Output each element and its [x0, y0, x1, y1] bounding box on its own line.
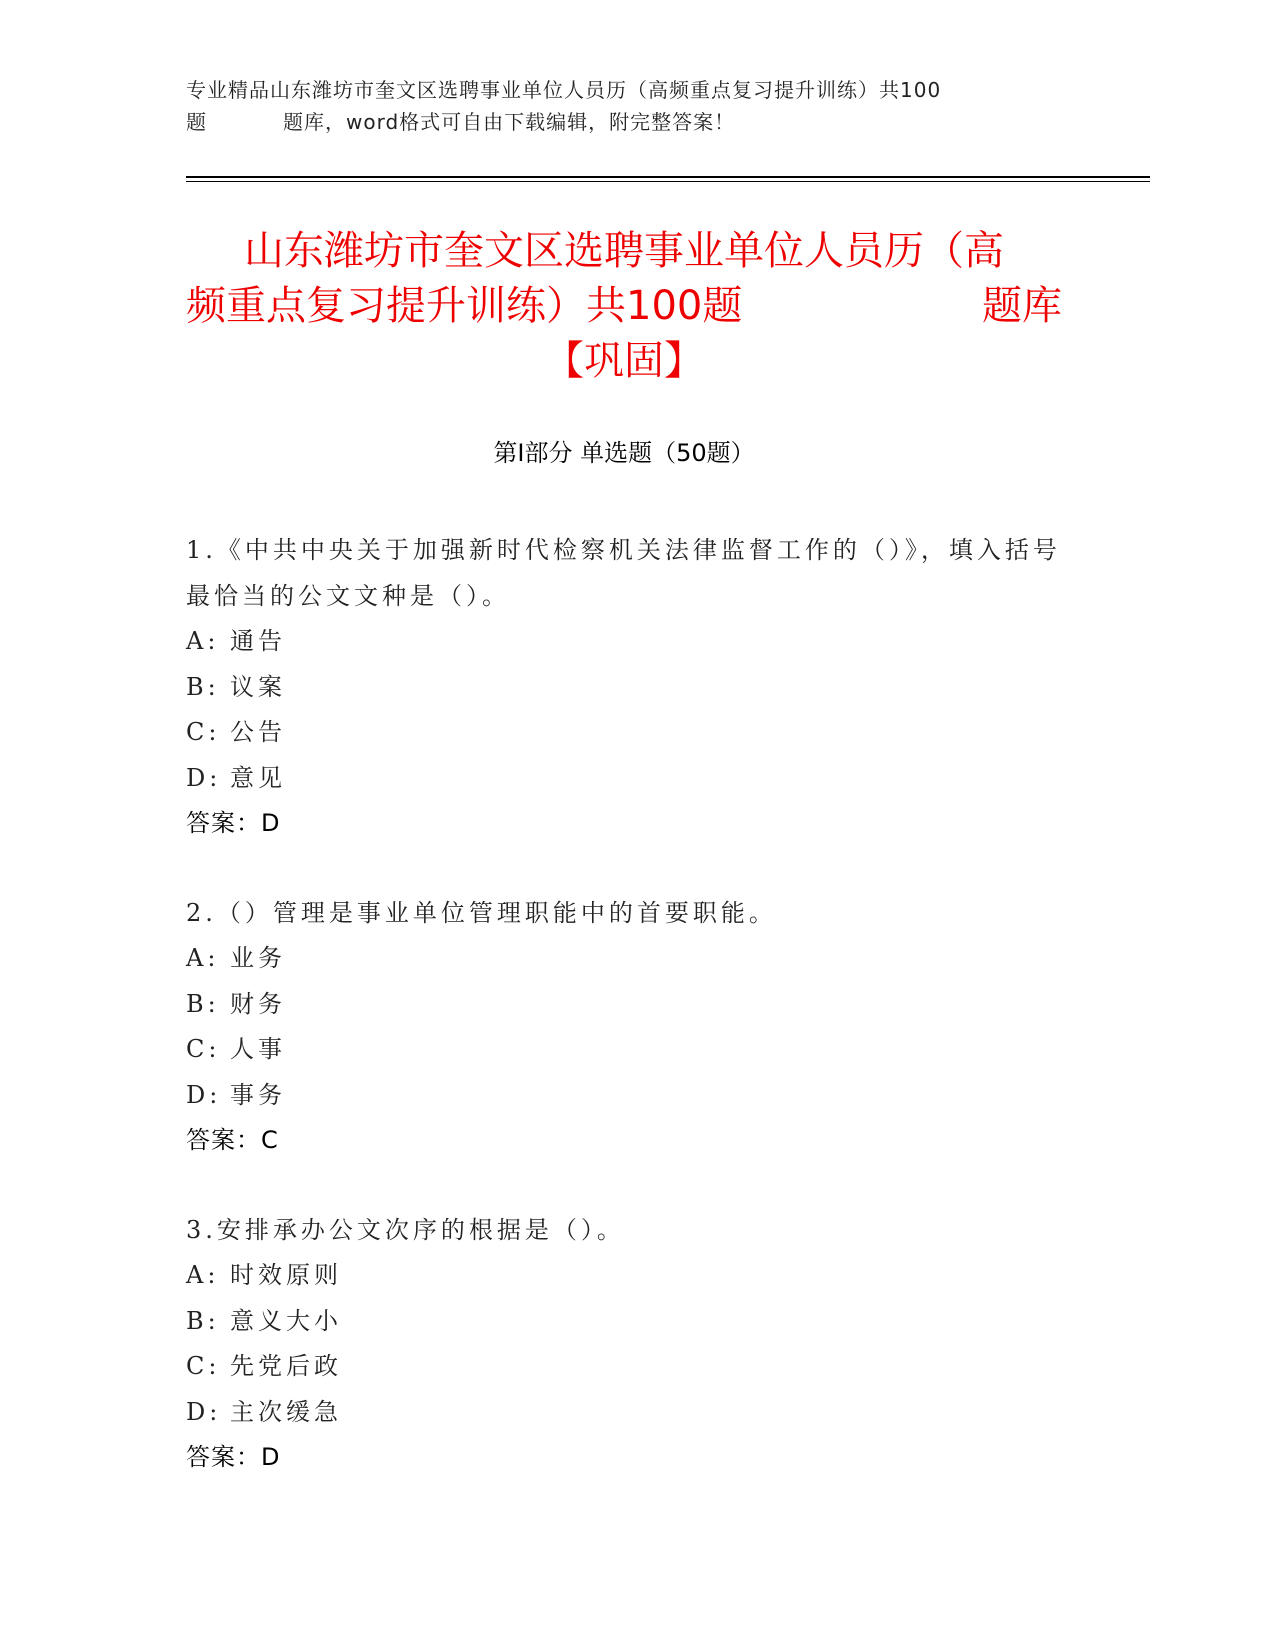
section-title: 第Ⅰ部分 单选题（50题）: [493, 439, 755, 467]
option-d: [186, 1390, 1066, 1436]
option-key: D:: [186, 1397, 222, 1426]
option-key: A:: [186, 627, 220, 655]
option-key: C:: [186, 1352, 221, 1380]
option-text: 时效原则: [230, 1261, 342, 1289]
option-b: [186, 982, 1066, 1028]
question-stem: 3.安排承办公文次序的根据是（）。: [186, 1215, 625, 1244]
option-c: [186, 710, 1066, 756]
option-text: 人事: [230, 1035, 286, 1063]
option-key: A:: [186, 1261, 220, 1289]
option-key: C:: [186, 718, 221, 746]
header-line-1: 专业精品山东潍坊市奎文区选聘事业单位人员历（高频重点复习提升训练）共100: [186, 78, 942, 102]
option-key: D:: [186, 1080, 222, 1109]
option-text: 意义大小: [230, 1306, 342, 1335]
option-key: B:: [186, 1306, 220, 1335]
title-line-1: 山东潍坊市奎文区选聘事业单位人员历（高: [244, 228, 1004, 274]
option-key: A:: [186, 944, 220, 972]
option-b: [186, 1299, 1066, 1345]
answer-line: 答案：D: [186, 809, 281, 837]
option-text: 事务: [230, 1080, 286, 1109]
option-b: [186, 665, 1066, 711]
question-list: [186, 528, 1066, 1525]
option-text: 议案: [230, 672, 286, 701]
option-text: 通告: [230, 627, 286, 655]
option-d: [186, 1073, 1066, 1119]
question-stem: 1.《中共中央关于加强新时代检察机关法律监督工作的（）》，填入括号最恰当的公文文种是（）。: [186, 536, 1061, 610]
option-text: 先党后政: [230, 1352, 342, 1380]
option-a: [186, 936, 1066, 982]
header-divider-thick: [186, 176, 1150, 178]
option-c: [186, 1027, 1066, 1073]
option-text: 公告: [230, 718, 286, 746]
option-a: [186, 619, 1066, 665]
option-text: 主次缓急: [230, 1397, 342, 1426]
header-line-2-start: 题: [186, 110, 207, 134]
option-key: D:: [186, 763, 222, 792]
question-stem: 2.（）管理是事业单位管理职能中的首要职能。: [186, 898, 777, 927]
title-line-2-start: 频重点复习提升训练）共100题: [186, 283, 743, 329]
option-text: 财务: [230, 989, 286, 1018]
option-key: C:: [186, 1035, 221, 1063]
option-a: [186, 1253, 1066, 1299]
title-line-3: 【巩固】: [544, 338, 704, 384]
title-line-2-end: 题库: [982, 283, 1062, 329]
answer-line: 答案：D: [186, 1443, 281, 1471]
option-c: [186, 1344, 1066, 1390]
header-line-2-end: 题库，word格式可自由下载编辑，附完整答案！: [283, 110, 736, 134]
question-3: [186, 1208, 1066, 1481]
document-header: [186, 74, 1086, 138]
title-line-2: [186, 279, 1062, 334]
header-line-2: [186, 106, 1086, 138]
option-d: [186, 756, 1066, 802]
question-1: [186, 528, 1066, 847]
question-2: [186, 891, 1066, 1164]
answer-line: 答案：C: [186, 1126, 279, 1154]
option-text: 意见: [230, 763, 286, 792]
option-key: B:: [186, 672, 220, 701]
header-divider-thin: [186, 181, 1150, 182]
option-text: 业务: [230, 944, 286, 972]
header-gap: [207, 106, 283, 138]
document-title: [186, 224, 1062, 389]
option-key: B:: [186, 989, 220, 1018]
